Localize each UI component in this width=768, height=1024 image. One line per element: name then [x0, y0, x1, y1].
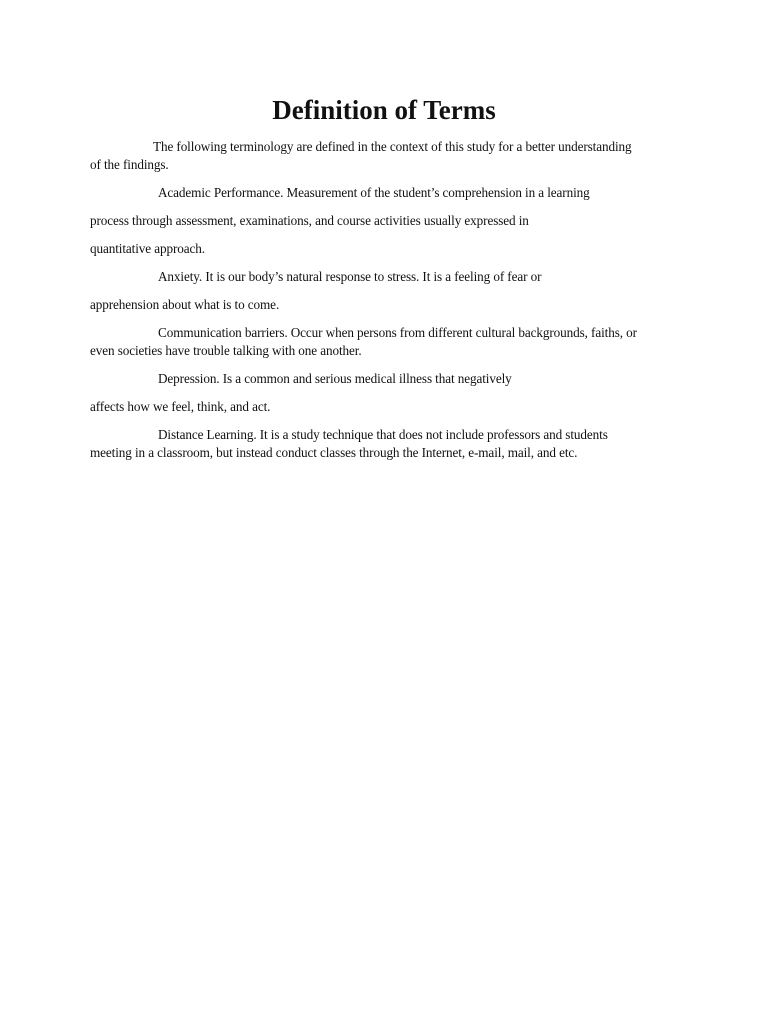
term-distance-learning-line-1: Distance Learning. It is a study technique that does not include professors and students: [158, 427, 608, 442]
term-depression-line-1: Depression. Is a common and serious medical illness that negatively: [158, 371, 512, 386]
term-anxiety-line-2: apprehension about what is to come.: [90, 297, 280, 312]
term-anxiety-line-1: Anxiety. It is our body’s natural response to stress. It is a feeling of fear or: [158, 269, 542, 284]
term-distance-learning-line-2: meeting in a classroom, but instead conduct classes through the Internet, e-mail, mail, and etc.: [90, 445, 578, 460]
term-communication-barriers-line-2: even societies have trouble talking with one another.: [90, 343, 362, 358]
term-academic-performance-line-1: Academic Performance. Measurement of the student’s comprehension in a learning: [158, 185, 590, 200]
intro-line-1: The following terminology are defined in the context of this study for a better understanding: [153, 139, 632, 154]
term-academic-performance-line-2: process through assessment, examinations, and course activities usually expressed in: [90, 213, 529, 228]
term-communication-barriers-line-1: Communication barriers. Occur when persons from different cultural backgrounds, faiths, or: [158, 325, 637, 340]
intro-line-2: of the findings.: [90, 157, 169, 172]
page-title: Definition of Terms: [272, 95, 496, 125]
term-depression-line-2: affects how we feel, think, and act.: [90, 399, 271, 414]
term-academic-performance-line-3: quantitative approach.: [90, 241, 205, 256]
